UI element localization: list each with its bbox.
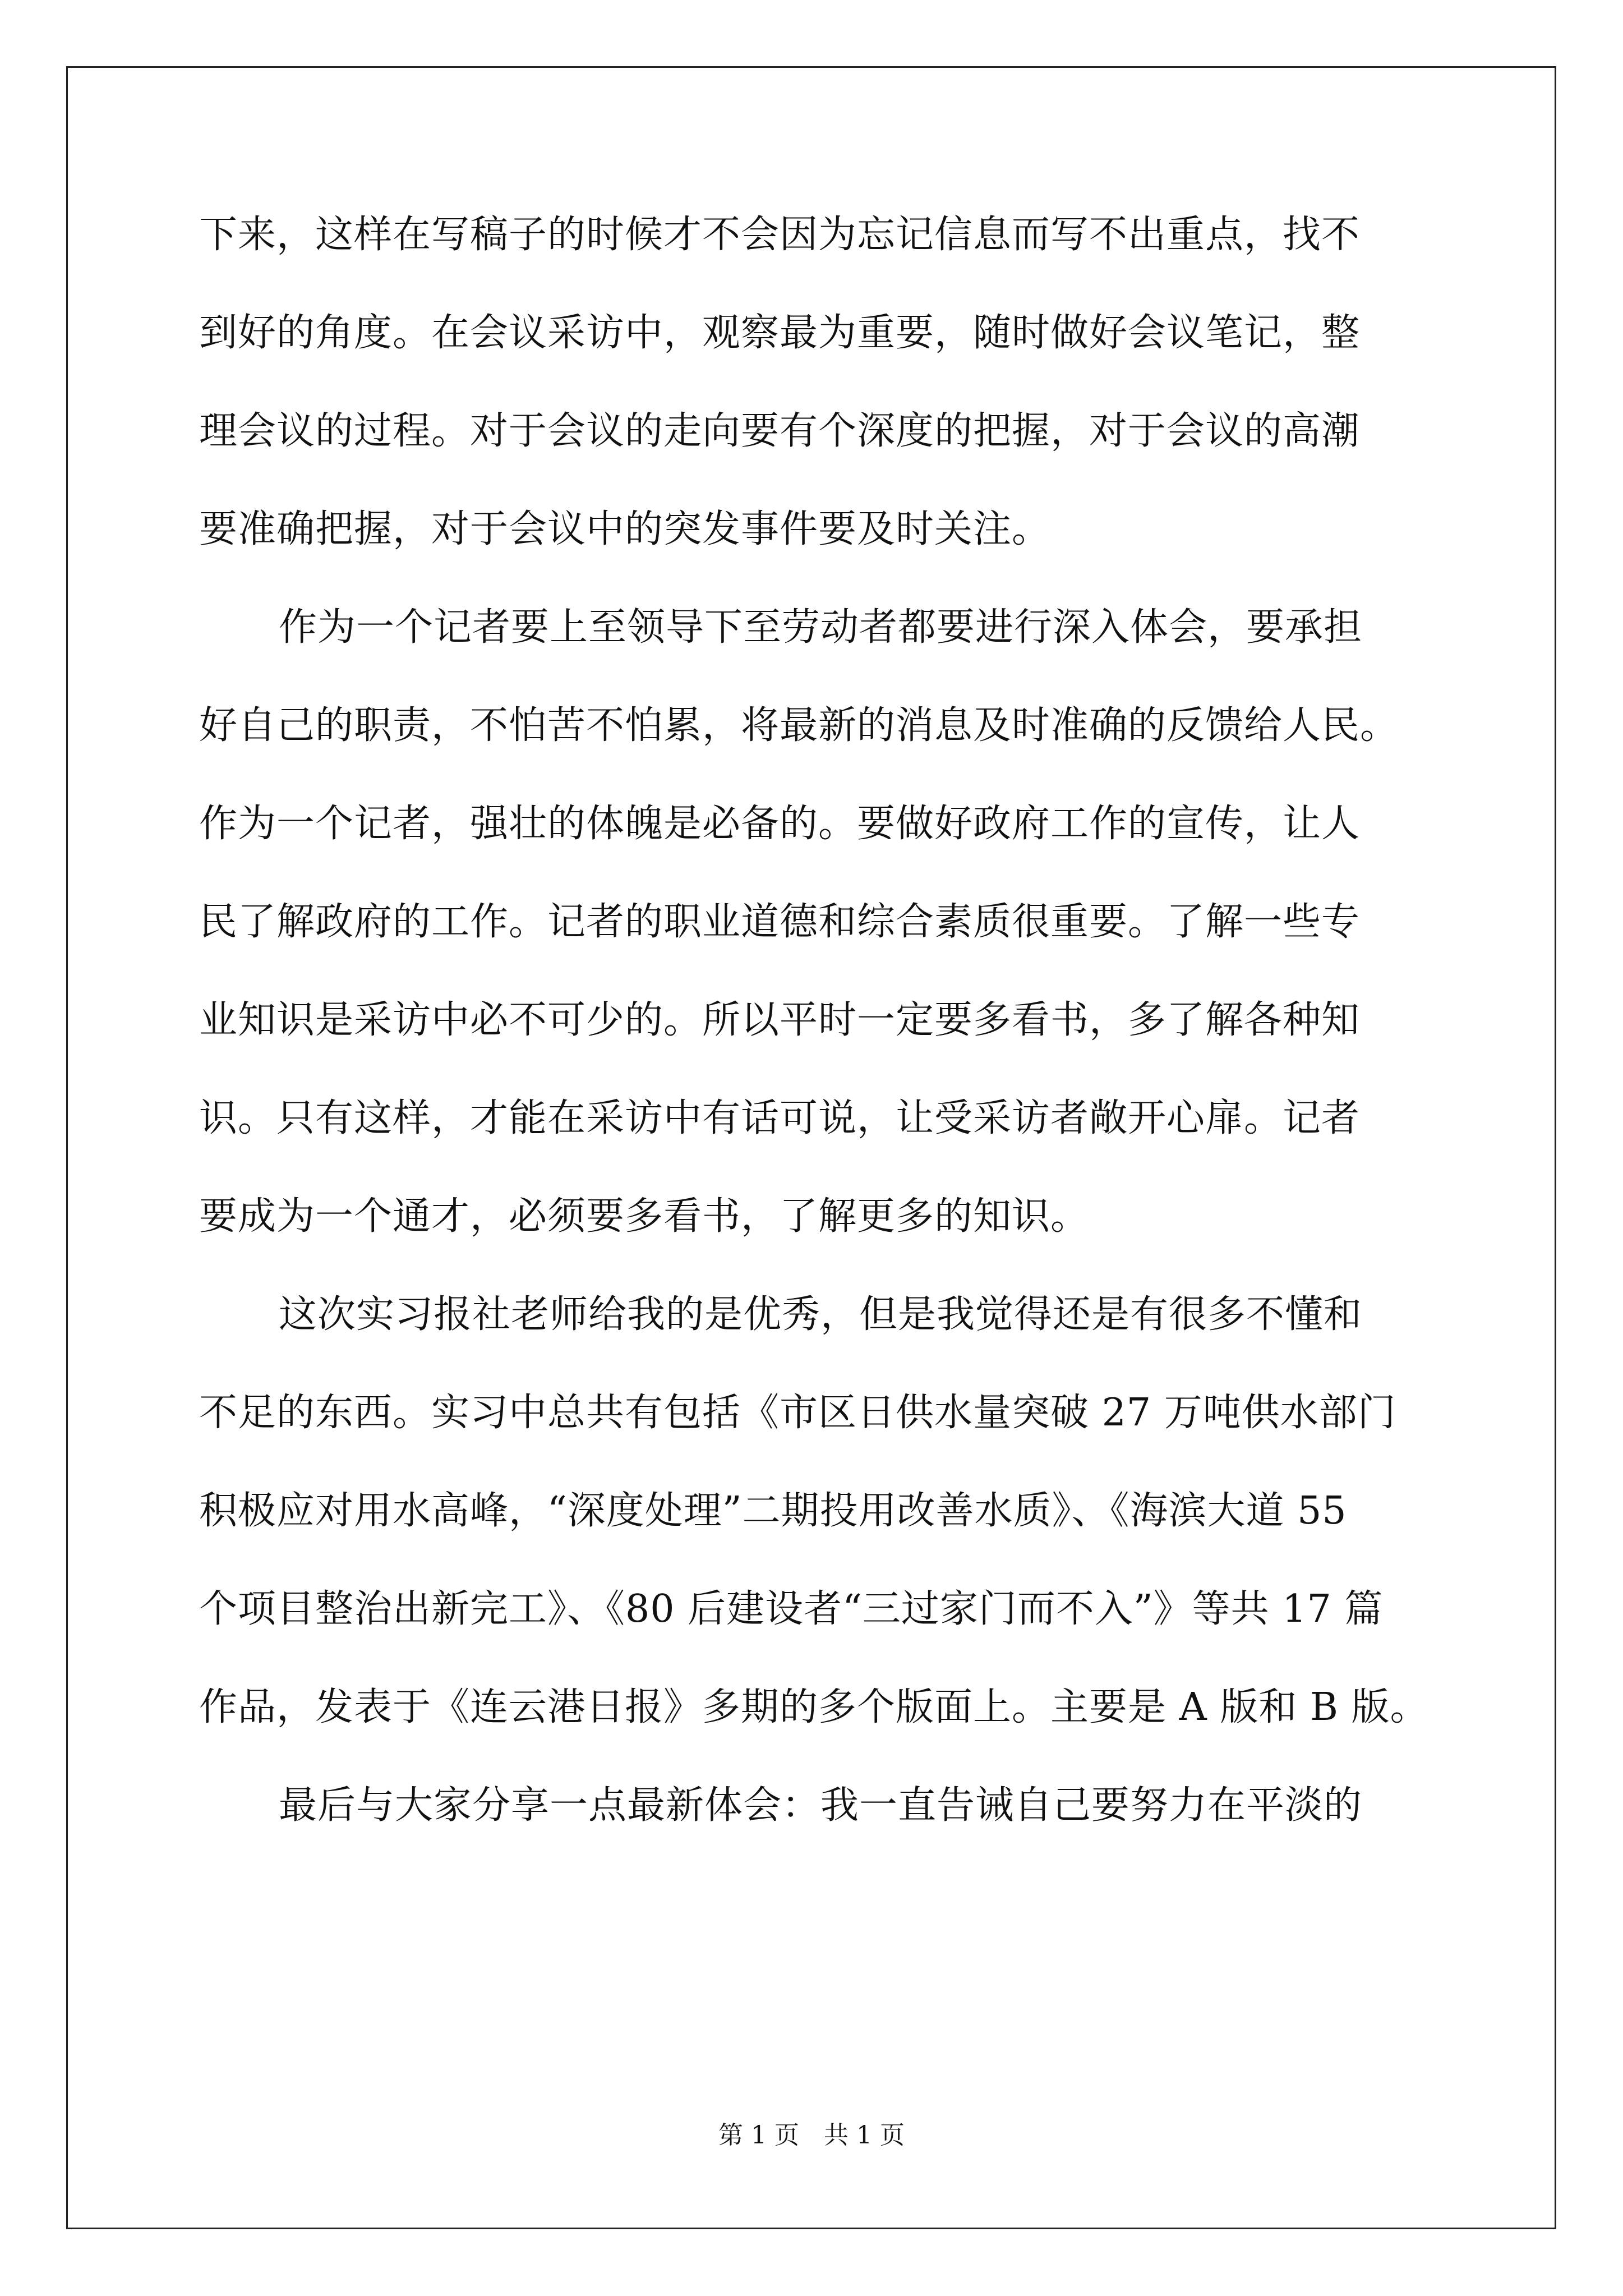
paragraph-start-line: 最后与大家分享一点最新体会：我一直告诫自己要努力在平淡的 bbox=[279, 1783, 1363, 1828]
text-line: 积极应对用水高峰，“深度处理”二期投用改善水质》、《海滨大道 55 bbox=[199, 1489, 1347, 1533]
page-total: 共 1 页 bbox=[824, 2121, 905, 2150]
text-line: 理会议的过程。对于会议的走向要有个深度的把握，对于会议的高潮 bbox=[199, 409, 1361, 453]
text-line: 民了解政府的工作。记者的职业道德和综合素质很重要。了解一些专 bbox=[199, 900, 1361, 944]
text-line: 好自己的职责，不怕苦不怕累，将最新的消息及时准确的反馈给人民。 bbox=[199, 703, 1399, 748]
document-body bbox=[199, 213, 1429, 1885]
text-line: 作为一个记者，强壮的体魄是必备的。要做好政府工作的宣传，让人 bbox=[199, 802, 1361, 846]
text-line: 下来，这样在写稿子的时候才不会因为忘记信息而写不出重点，找不 bbox=[199, 213, 1361, 257]
paragraph-start-line: 这次实习报社老师给我的是优秀，但是我觉得还是有很多不懂和 bbox=[279, 1292, 1363, 1337]
page-number: 第 1 页 bbox=[718, 2121, 799, 2150]
text-line: 作品，发表于《连云港日报》多期的多个版面上。主要是 A 版和 B 版。 bbox=[199, 1685, 1429, 1729]
page-footer bbox=[0, 2123, 1623, 2148]
text-line: 个项目整治出新完工》、《80 后建设者“三过家门而不入”》等共 17 篇 bbox=[199, 1587, 1384, 1631]
paragraph-start-line: 作为一个记者要上至领导下至劳动者都要进行深入体会，要承担 bbox=[279, 605, 1363, 650]
text-line: 要成为一个通才，必须要多看书，了解更多的知识。 bbox=[199, 1194, 1090, 1239]
text-line: 不足的东西。实习中总共有包括《市区日供水量突破 27 万吨供水部门 bbox=[199, 1391, 1396, 1435]
text-line: 业知识是采访中必不可少的。所以平时一定要多看书，多了解各种知 bbox=[199, 998, 1361, 1042]
text-line: 识。只有这样，才能在采访中有话可说，让受采访者敞开心扉。记者 bbox=[199, 1096, 1361, 1140]
text-line: 要准确把握，对于会议中的突发事件要及时关注。 bbox=[199, 507, 1051, 551]
text-line: 到好的角度。在会议采访中，观察最为重要，随时做好会议笔记，整 bbox=[199, 311, 1361, 355]
